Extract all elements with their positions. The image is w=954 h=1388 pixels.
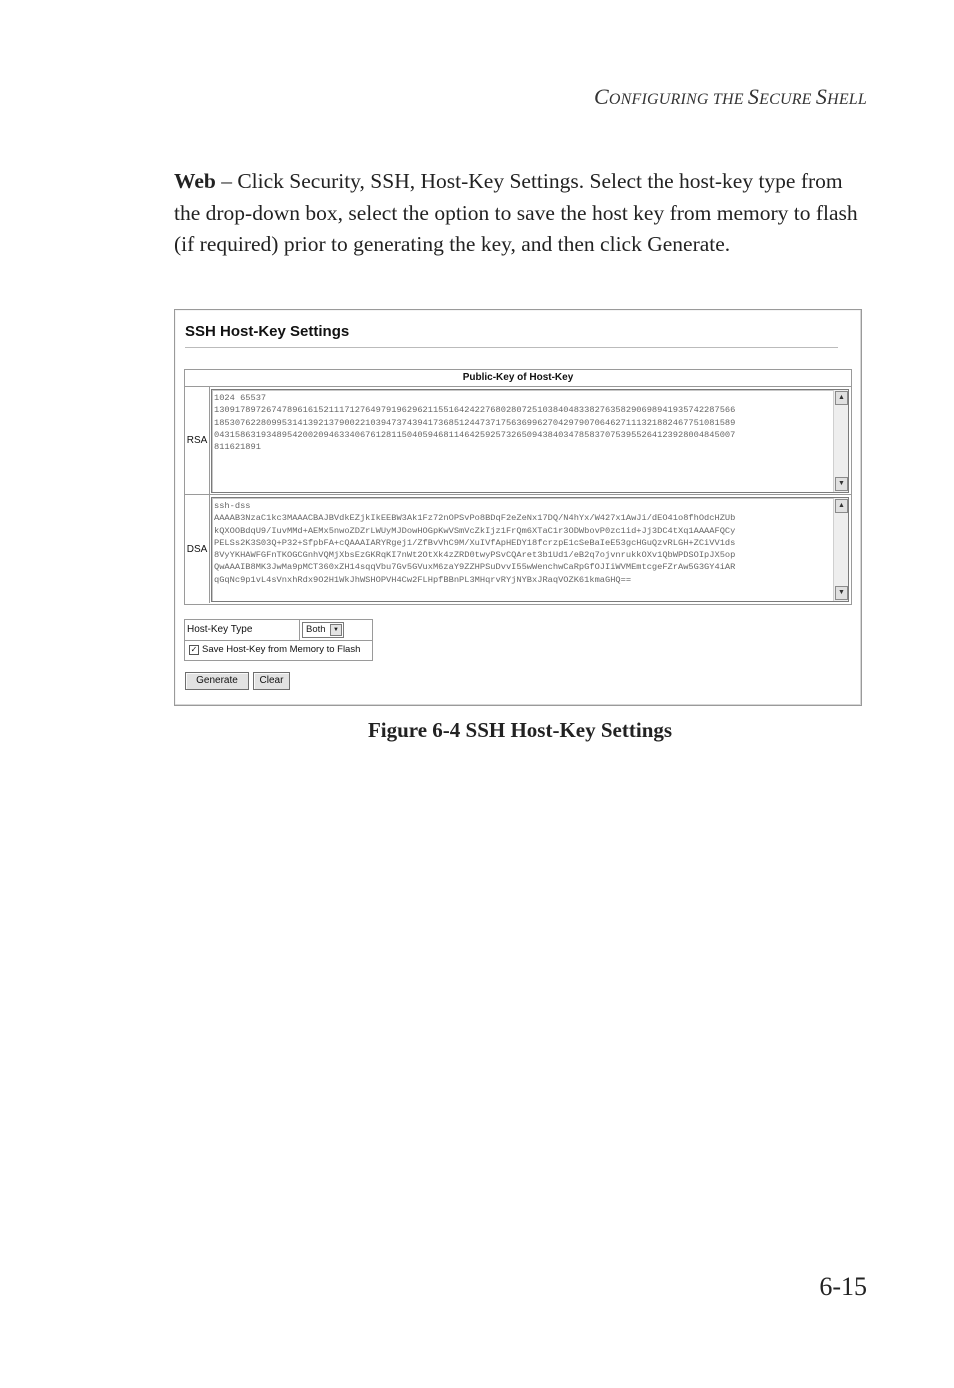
- host-key-type-select[interactable]: [302, 622, 344, 638]
- dsa-label: DSA: [185, 495, 210, 603]
- host-key-type-row: [185, 620, 372, 641]
- public-key-table: [184, 369, 852, 605]
- save-to-flash-label: Save Host-Key from Memory to Flash: [202, 644, 361, 655]
- key-line: ssh-dss: [214, 501, 251, 511]
- running-head-smallcaps: ONFIGURING THE: [608, 91, 748, 108]
- host-key-type-label: Host-Key Type: [187, 624, 253, 635]
- key-line: 811621891: [214, 442, 261, 453]
- title-divider: [185, 347, 838, 348]
- figure-caption: Figure 6-4 SSH Host-Key Settings: [367, 718, 673, 742]
- key-line: QwAAAIB8MK3JwMa9pMCT360xZH14sqqVbu7Gv5GVuxM6zaY9ZZHPSuDvvI55wWenchwCaRpGfOJIiWVMEmtcgeFZrAw5G3GY4iAR: [214, 562, 736, 573]
- running-head-smallcaps: ECURE: [759, 91, 816, 108]
- cell-divider: [299, 620, 300, 640]
- scroll-up-icon[interactable]: ▲: [835, 499, 848, 513]
- running-head-initial: C: [594, 84, 609, 109]
- host-key-options: [184, 619, 373, 661]
- key-line: 1024 65537: [214, 393, 267, 403]
- ssh-host-key-settings-panel: [174, 309, 862, 706]
- key-line: 1853076228099531413921379002210394737439417368512447371756369962704297907064627111321882467751081589: [214, 417, 736, 428]
- intro-text: – Click Security, SSH, Host-Key Settings. Select the host-key type from the drop-down box, select the option to save the host key from memory to flash (if required) prior to generating the key, and then click Generate.: [174, 169, 858, 256]
- dsa-key-textarea[interactable]: [211, 497, 849, 602]
- key-line: kQXOOBdqU9/IuvMMd+AEMx5nwoZDZrLWUyMJDowHOGpKwVSmVcZkIjz1FrQm6XTaC1r3ODWbovP0zc1id+Jj3DC4tXq1AAAAFQCy: [214, 525, 736, 536]
- key-line: 8VyYKHAWFGFnTKOGCGnhVQMjXbsEzGKRqKI7nWt2OtXk4zZRD0twyPSvCQAret3b1Ud1/eB2q7ojvnrukkOXv1QbWPDSOIpJX5op: [214, 550, 736, 561]
- key-line: AAAAB3NzaC1kc3MAAACBAJBVdkEZjkIkEEBW3Ak1Fz72nOPSvPo8BDqF2eZeNx17DQ/N4hYx/W427x1AwJi/dEO41o8fhOdcHZUb: [214, 513, 736, 524]
- dsa-row: [185, 495, 851, 603]
- chevron-down-icon[interactable]: ▼: [330, 624, 342, 636]
- key-line: PELSs2K3S03Q+P32+SfpbFA+cQAAAIARYRgej1/ZfBvVhC9M/XuIVfApHEDY18fcrzpE1cSeBaIeE53gcHGuQzvRLGH+ZCiVV1ds: [214, 537, 736, 548]
- rsa-row: [185, 387, 851, 495]
- page-number: 6-15: [819, 1272, 867, 1301]
- scroll-down-icon[interactable]: ▼: [835, 586, 848, 600]
- rsa-key-textarea[interactable]: [211, 389, 849, 493]
- running-head-initial: S: [747, 84, 760, 109]
- dsa-key-text: [214, 500, 832, 586]
- key-line: qGqNc9p1vL4sVnxhRdx9O2H1WkJhWSHOPVH4Cw2FLHpfBBnPL3MHqrvRYjNYBxJRaqVOZK61kmaGHQ==: [214, 574, 632, 585]
- panel-title: SSH Host-Key Settings: [185, 323, 350, 340]
- public-key-header: Public-Key of Host-Key: [185, 370, 851, 387]
- rsa-label: RSA: [185, 387, 210, 494]
- scroll-up-icon[interactable]: ▲: [835, 391, 848, 405]
- clear-button[interactable]: Clear: [253, 672, 290, 690]
- running-head: [594, 84, 867, 110]
- generate-button[interactable]: Generate: [185, 672, 249, 690]
- rsa-key-text: [214, 392, 832, 453]
- key-line: 1309178972674789616152111712764979196296211551642422768028072510384048338276358290698941935742287566: [214, 405, 736, 416]
- intro-lead: Web: [174, 169, 216, 193]
- save-to-flash-row: [185, 641, 372, 660]
- dsa-scrollbar[interactable]: [833, 498, 848, 601]
- key-line: 0431586319348954200209463340676128115040594681146425925732650943840347858370753955264123928004845007: [214, 429, 736, 440]
- rsa-scrollbar[interactable]: [833, 390, 848, 492]
- running-head-smallcaps: HELL: [827, 91, 867, 108]
- host-key-type-value: Both: [306, 624, 326, 635]
- intro-paragraph: [174, 166, 864, 261]
- save-to-flash-checkbox[interactable]: ✓: [190, 645, 198, 654]
- running-head-initial: S: [815, 84, 828, 109]
- scroll-down-icon[interactable]: ▼: [835, 477, 848, 491]
